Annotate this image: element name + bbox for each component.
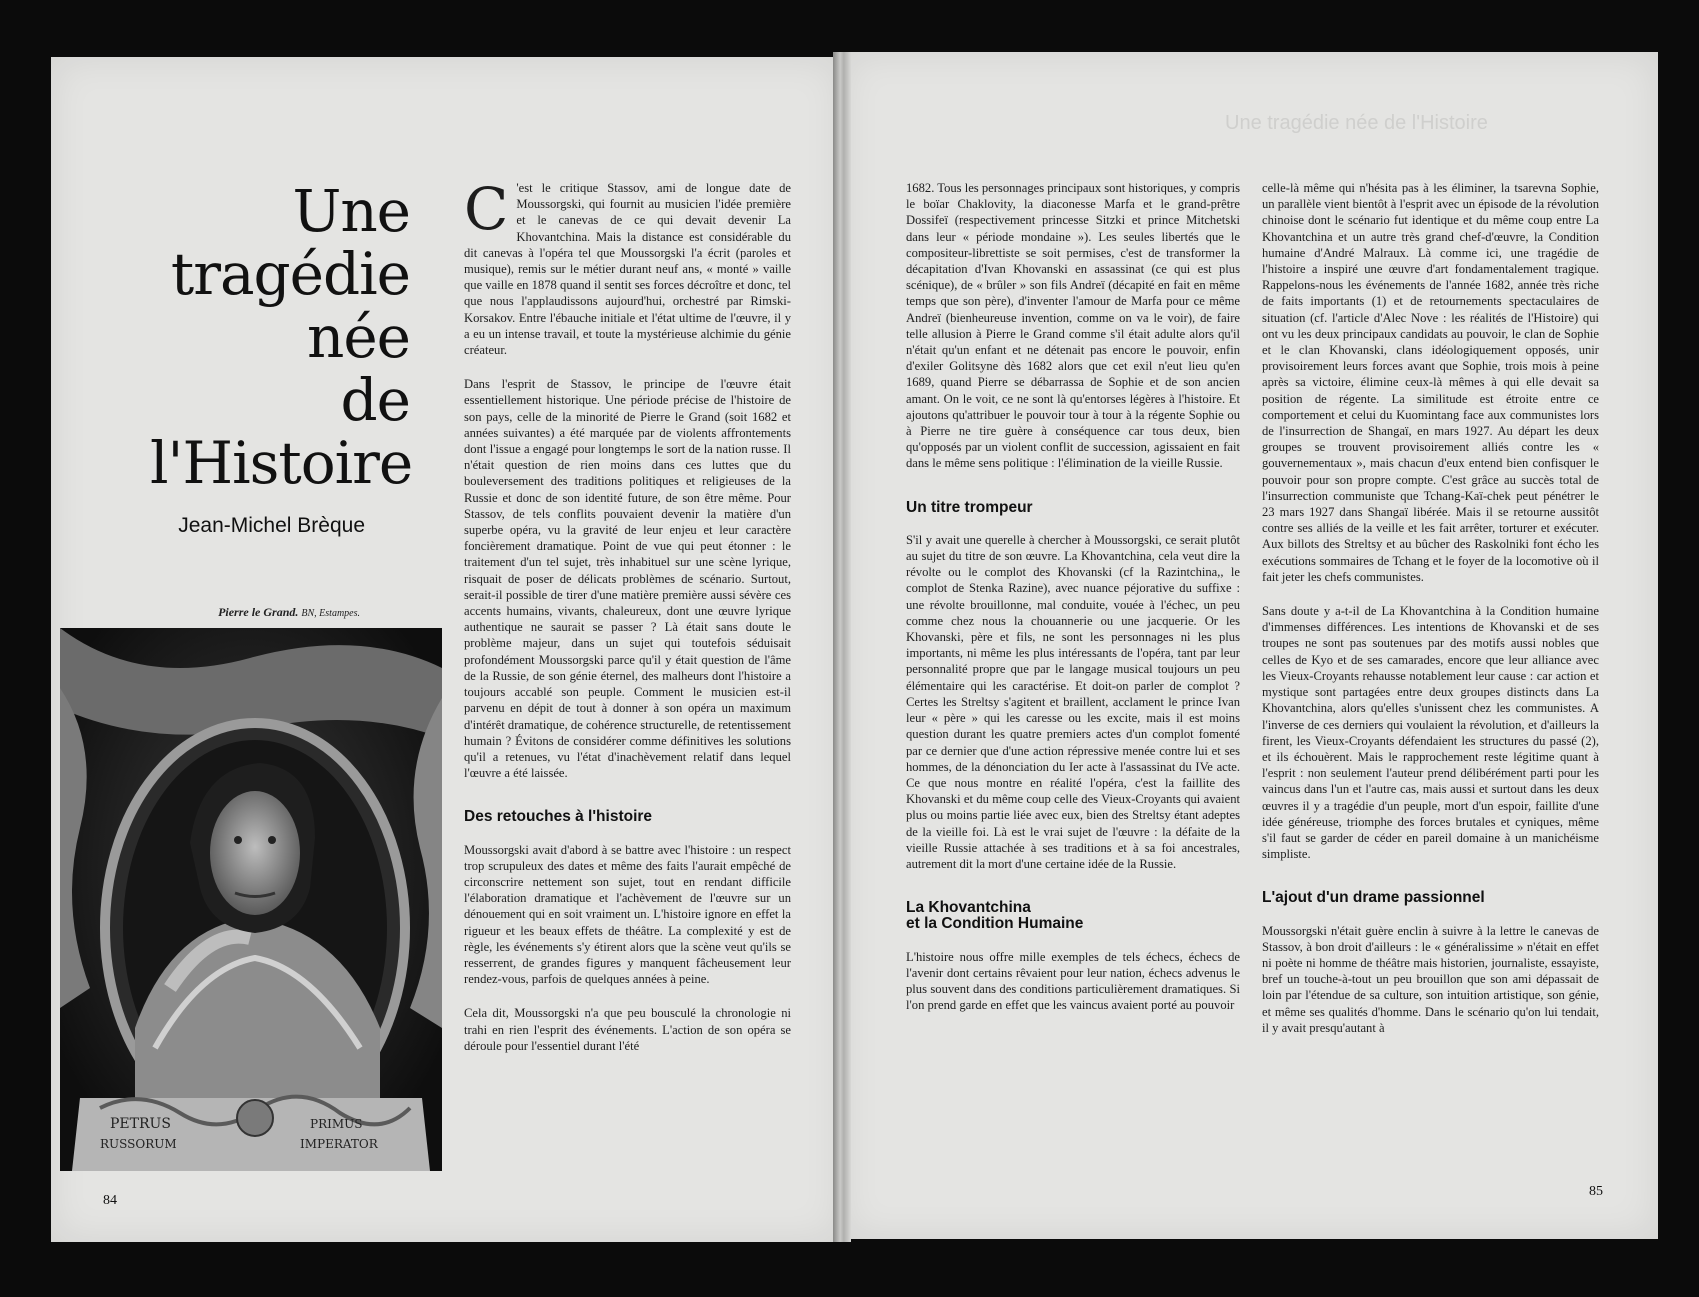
page-number-right: 85	[1589, 1184, 1603, 1199]
section-heading: Un titre trompeur	[906, 498, 1033, 516]
article-title	[150, 177, 413, 497]
title-line: l'Histoire	[150, 429, 413, 497]
inscription-imperator: IMPERATOR	[300, 1137, 378, 1151]
paragraph: L'histoire nous offre mille exemples de tels échecs, échecs de l'avenir dont certains rêvaient pour leur nation, échecs advenus le plus souvent dans des conditions particulièrement dramatiques. Si l'on prend garde en effet que les vaincus avaient porté au pouvoir	[906, 949, 1240, 1013]
section-heading: Des retouches à l'histoire	[464, 808, 653, 826]
title-line: Une	[292, 177, 410, 245]
inscription-primus: PRIMUS	[310, 1117, 363, 1131]
title-line: de	[340, 366, 410, 434]
paragraph: celle-là même qui n'hésita pas à les éliminer, la tsarevna Sophie, un parallèle vient bientôt à l'esprit avec un épisode de la révolution chinoise dont le scénario fut identique et du même coup entre La Khovantchina et un autre très grand chef-d'œuvre, la Condition humaine d'André Malraux. Là comme ici, une tragédie de l'histoire a inspiré une œuvre d'art fondamentalement tragique. Rappelons-nous les événements de l'année 1682, année très riche de faits importants (1) et de retournements spectaculaires de situation (cf. l'article d'Alec Nove : les réalités de l'Histoire) qui ont vu les deux principaux candidats au pouvoir, le clan de Sophie et le clan Khovanski, clans idéologiquement opposés, unir provisoirement leurs forces avant que Sophie, trois mois à peine après sa victoire, élimine ceux-là mêmes à qui elle devait sa position de régente. La similitude est étroite entre ce comportement et celui du Kuomintang face aux communistes lors de l'insurrection de Shangaï, en mars 1927. Au départ les deux groupes se trouvent provisoirement alliés contre les « gouvernementaux », mais chacun d'eux entend bien confisquer le pouvoir pour son propre compte. C'est grâce au succès total de l'insurrection communiste que Tchang-Kaï-chek peut pénétrer le 23 mars 1927 dans Shangaï libérée. Mais il se retourne aussitôt contre ses alliés de la veille et les fait arrêter, torturer et exécuter. Aux billots des Streltsy et au bûcher des Raskolniki font écho les exécutions sommaires de Tchang et le foyer de la locomotive où il fait jeter les chefs communistes.	[1262, 181, 1599, 584]
drop-cap: C	[464, 175, 509, 243]
heading-line: La Khovantchina	[906, 899, 1031, 917]
heading-line: et la Condition Humaine	[906, 915, 1084, 933]
right-text-column-2	[1262, 180, 1599, 1036]
page-number-left: 84	[103, 1193, 117, 1208]
inscription-russorum: RUSSORUM	[100, 1137, 177, 1151]
inscription-petrus: PETRUS	[110, 1116, 171, 1132]
paragraph: S'il y avait une querelle à chercher à Moussorgski, ce serait plutôt au sujet du titre de son œuvre. La Khovantchina, cela veut dire la révolte ou le complot des Khovanski (cf la Razintchina,, le complot de Stenka Razine), avec nuance péjorative du suffixe : une révolte brouillonne, mal conduite, vouée à l'échec, un peu comme chez nous la chouannerie ou une jacquerie. Or les Khovanski, père et fils, ne sont les personnages ni les plus importants, ni même les plus intéressants de l'opéra, tant par leur personnalité propre que par le langage musical toujours un peu élémentaire qui les caractérise. Et doit-on parler de complot ? Certes les Streltsy s'agitent et braillent, acclament le prince Ivan leur « père » qui les caresse ou les excite, mais il est moins question durant les quatre premiers actes d'un complot fomenté par ce dernier que d'une action répressive menée contre lui et ses hommes, de la dénonciation du Ier acte à l'assassinat du IVe acte. Ce que nous montre en réalité l'opéra, c'est la faillite des Khovanski et du même coup celle des Vieux-Croyants qui avaient plus ou moins partie liée avec eux, bien des Streltsy étant adeptes de la vieille foi. Là est le vrai sujet de l'œuvre : la défaite de la vieille Russie attachée à ses traditions et à sa foi ancestrales, autrement dit la mort d'une certaine idée de la Russie.	[906, 532, 1240, 871]
author-name: Jean-Michel Brèque	[178, 514, 365, 537]
section-heading	[906, 900, 1240, 932]
paragraph: Moussorgski n'était guère enclin à suivre à la lettre le canevas de Stassov, à bon droit d'ailleurs : le « généralissime » n'était en effet ni poète ni homme de théâtre mais historien, journaliste, essayiste, bref un touche-à-tout un peu brouillon que son ami dépassait de loin par l'étendue de sa culture, son intuition artistique, son génie, et même ses qualités d'homme. Dans le scénario qu'on lui tendait, il y avait presqu'autant à	[1262, 923, 1599, 1035]
section-heading: L'ajout d'un drame passionnel	[1262, 889, 1485, 907]
paragraph: 1682. Tous les personnages principaux sont historiques, y compris le boïar Chaklovity, la diaconesse Marfa et le grand-prêtre Dossifeï (respectivement princesse Sitzki et prince Mitchetski dans leur « période mondaine »). Les seules libertés que le compositeur-librettiste se soit permises, c'est de transformer la décapitation d'Ivan Khovanski en assassinat (ce qui est plus scénique), de « brûler » son fils Andreï (décapité en fait en même temps que son père), d'inventer l'amour de Marfa pour ce même Andreï (bienheureuse invention, comme on va le voir), de faire telle allusion à Pierre le Grand comme s'il était adulte alors qu'il n'était qu'un enfant et ne détenait pas encore le pouvoir, enfin d'exiler Golitsyne dès 1682 alors que cet exil n'eut lieu qu'en 1689, quand Pierre se débarrassa de Sophie et de son ancien amant. On le voit, ce ne sont là qu'entorses légères à l'histoire. Et ajoutons qu'attribuer le pouvoir tour à tour à la régente Sophie ou à Pierre ne tire guère à conséquence car tous deux, bien qu'opposés par un violent conflit de succession, agissaient en fait dans le même sens politique : l'élimination de la vieille Russie.	[906, 181, 1240, 471]
title-line: née	[306, 303, 410, 371]
title-line: tragédie	[170, 240, 410, 308]
intro-paragraph	[464, 175, 791, 358]
paragraph: Cela dit, Moussorgski n'a que peu bousculé la chronologie ni trahi en rien l'esprit des événements. L'action de son opéra se déroule pour l'essentiel durant l'été	[464, 1006, 791, 1053]
image-caption	[180, 605, 360, 620]
caption-title: Pierre le Grand.	[218, 605, 299, 619]
paragraph: Sans doute y a-t-il de La Khovantchina à la Condition humaine d'immenses différences. Les intentions de Khovanski et de ses troupes ne sont pas soutenues par des motifs aussi nobles que celles de Kyo et de ses camarades, encore que leur alliance avec les Vieux-Croyants rehausse notablement leur cause : car action et mystique sont partagées entre deux groupes distincts dans La Khovantchina, alors qu'elles s'unissent chez les communistes. A l'inverse de ces derniers qui voulaient la révolution, et d'ailleurs la firent, les Vieux-Croyants défendaient les structures du passé (2), et ils échouèrent. Mais le rapprochement reste légitime quant à l'esprit : non seulement l'auteur prend délibérément parti pour les vaincus dans l'un et l'autre cas, mais aussi et surtout dans les deux œuvres il y a tragédie d'un peuple, mort d'un espoir, faillite d'une idée généreuse, triomphe des forces brutales et cyniques, même s'il faut se garder de céder en pareil domaine à un manichéisme simpliste.	[1262, 604, 1599, 862]
book-gutter	[833, 52, 851, 1242]
portrait-engraving	[60, 628, 442, 1171]
caption-credit: BN, Estampes.	[301, 608, 360, 619]
left-text-column	[464, 175, 791, 1054]
right-text-column-1	[906, 180, 1240, 1013]
paragraph: Dans l'esprit de Stassov, le principe de l'œuvre était essentiellement historique. Une période précise de l'histoire de son pays, celle de la minorité de Pierre le Grand (soit 1682 et années suivantes) a été marquée par de violents affrontements dont l'issue a engagé pour longtemps le sort de la nation russe. Il n'était question de rien moins dans ces luttes que du bouleversement des traditions politiques et religieuses de la Russie et donc de son identité future, de son être même. Pour Stassov, de tels conflits pouvaient devenir la matière d'un superbe opéra, vu la gravité de leur enjeu et leur caractère foncièrement dramatique. Point de vue qui peut étonner : le traitement d'un tel sujet, très inhabituel sur une scène lyrique, risquait de poser de délicats problèmes de scénario. Surtout, serait-il possible de tirer d'une matière première aussi sévère ces accents humains, vivants, chaleureux, dont une œuvre lyrique authentique ne saurait se passer ? Là était sans doute le problème majeur, dans un sujet qui toutefois séduisait profondément Moussorgski parce qu'il y était question de l'âme de la Russie, de son génie éternel, des malheurs dont l'histoire a toujours accablé son peuple. Comment le musicien est-il parvenu en dépit de tout à donner à son opéra un maximum d'intérêt dramatique, de cohérence structurelle, de retentissement humain ? Évitons de considérer comme définitives les solutions qu'il a retenues, vu l'état d'inachèvement relatif dans lequel l'œuvre a été laissée.	[464, 377, 791, 781]
intro-text: 'est le critique Stassov, ami de longue date de Moussorgski, qui fournit au musicien l'idée première et le canevas de ce qui devait devenir La Khovantchina. Mais la distance est considérable du dit canevas à l'opéra tel que Moussorgski l'a écrit (paroles et musique), remis sur le métier durant neuf ans, « monté » vaille que vaille en 1878 quand il sentit ses forces décroître et donc, tel que nous l'applaudissons aujourd'hui, orchestré par Rimski-Korsakov. Entre l'ébauche initiale et l'état ultime de l'œuvre, il y a eu un intense travail, et toute la mystérieuse alchimie du génie créateur.	[464, 181, 791, 358]
paragraph: Moussorgski avait d'abord à se battre avec l'histoire : un respect trop scrupuleux des dates et même des faits l'aurait empêché de circonscrire nettement son sujet, tout en rendant difficile l'élaboration dramatique et l'achèvement de l'œuvre sur un dénouement qui en soit vraiment un. L'histoire ignore en effet la rigueur et les beaux effets de théâtre. La complexité y est de règle, les événements s'y étirent alors que la scène veut qu'ils se resserrent, de grandes figures y manquent fâcheusement leur rendez-vous, parfois de quelques années à peine.	[464, 842, 791, 987]
running-head: Une tragédie née de l'Histoire	[1225, 112, 1488, 134]
portrait-illustration	[60, 628, 442, 1171]
